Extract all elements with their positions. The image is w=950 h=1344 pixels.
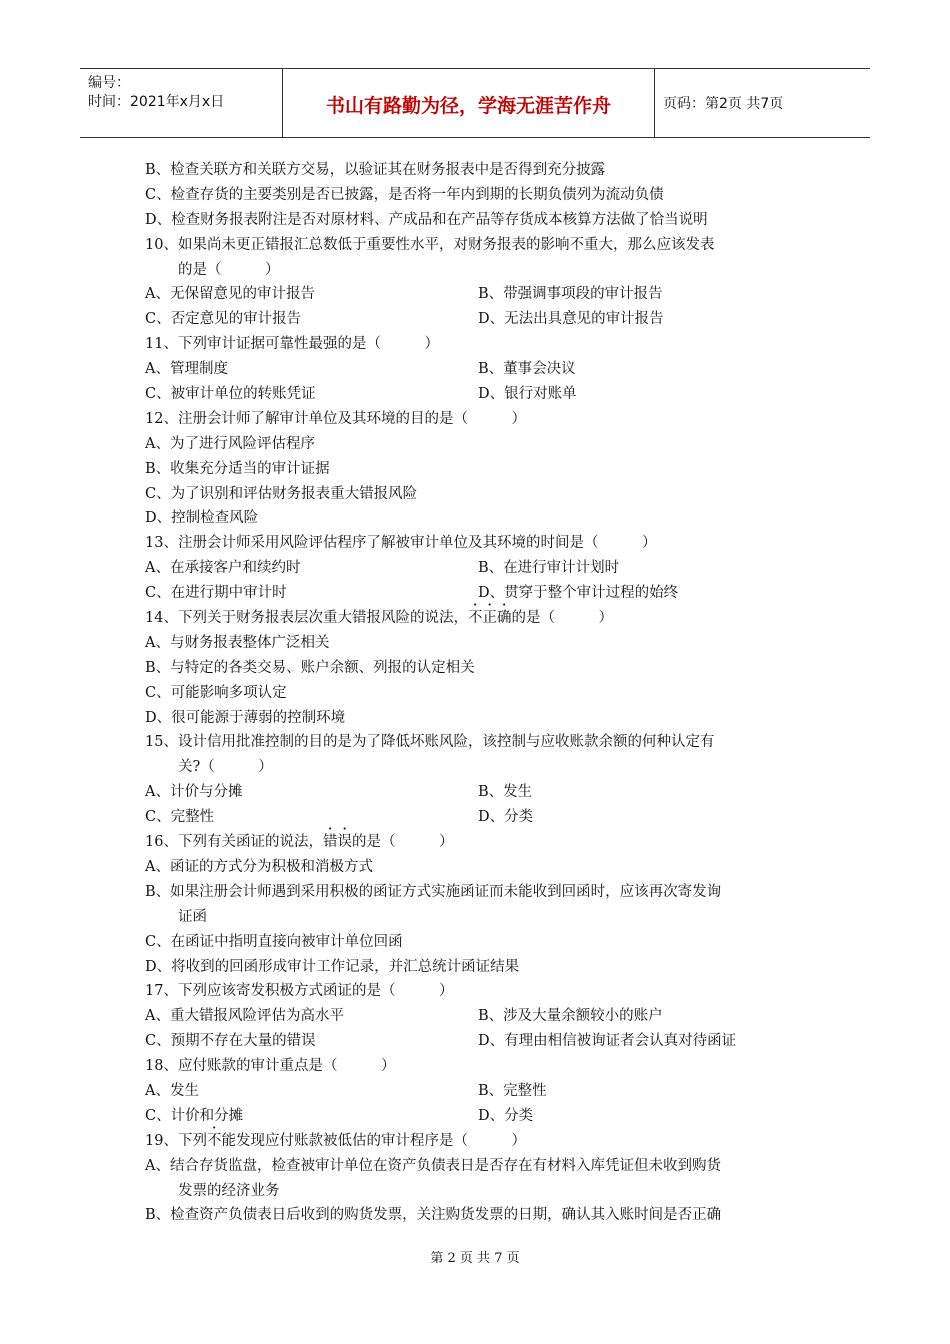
document-number-label: 编号： (88, 75, 130, 91)
emphasis-char: 误 (337, 834, 352, 851)
question-10-cont: 的是（ ） (178, 261, 280, 278)
option-b: B、与特定的各类交易、账户余额、列报的认定相关 (145, 659, 475, 676)
option-c: C、被审计单位的转账凭证 (145, 386, 316, 403)
option-d: D、将收到的回函形成审计工作记录，并汇总统计函证结果 (145, 958, 520, 975)
option-a: A、与财务报表整体广泛相关 (145, 634, 330, 651)
header-page-number: 页码：第2页 共7页 (663, 96, 784, 112)
question-text: 14、下列关于财务报表层次重大错报风险的说法， (145, 610, 468, 627)
question-16 (145, 830, 813, 855)
option-a: A、计价与分摊 (145, 784, 243, 801)
option-row (145, 1029, 813, 1054)
question-10: 10、如果尚未更正错报汇总数低于重要性水平，对财务报表的影响不重大，那么应该发表 (145, 236, 715, 253)
question-text: 16、下列有关函证的说法， (145, 834, 323, 851)
option-a: A、重大错报风险评估为高水平 (145, 1008, 344, 1025)
question-text: 的是（ ） (511, 610, 613, 627)
option-b: B、收集充分适当的审计证据 (145, 460, 330, 477)
question-17: 17、下列应该寄发积极方式函证的是（ ） (145, 983, 454, 1000)
option-row (145, 805, 813, 830)
option-row (145, 1004, 813, 1029)
option-d: D、控制检查风险 (145, 510, 259, 527)
option-d: D、很可能源于薄弱的控制环境 (145, 709, 346, 726)
option-row (145, 357, 813, 382)
option-a: A、在承接客户和续约时 (145, 560, 301, 577)
emphasis-char: 错 (322, 834, 338, 851)
option-row (145, 1104, 813, 1129)
question-text: 能发现应付账款被低估的审计程序是（ ） (221, 1132, 526, 1149)
question-19 (145, 1129, 813, 1154)
page-header (80, 68, 870, 138)
option-b: B、涉及大量余额较小的账户 (478, 1008, 663, 1025)
question-body (145, 158, 813, 1228)
question-text: 19、下列 (145, 1132, 207, 1149)
option-row (145, 282, 813, 307)
option-a: A、管理制度 (145, 361, 228, 378)
option-line: D、检查财务报表附注是否对原材料、产成品和在产品等存货成本核算方法做了恰当说明 (145, 211, 708, 228)
option-a: A、为了进行风险评估程序 (145, 435, 315, 452)
option-c: C、为了识别和评估财务报表重大错报风险 (145, 485, 418, 502)
option-d: D、分类 (478, 1107, 534, 1124)
option-a: A、发生 (145, 1082, 199, 1099)
header-page-cell (655, 69, 870, 137)
option-d: D、银行对账单 (478, 386, 577, 403)
header-motto-cell (283, 69, 655, 137)
option-d: D、有理由相信被询证者会认真对待函证 (478, 1033, 737, 1050)
option-c: C、在进行期中审计时 (145, 585, 287, 602)
option-line: C、检查存货的主要类别是否已披露，是否将一年内到期的长期负债列为流动负债 (145, 186, 664, 203)
option-row (145, 556, 813, 581)
question-13: 13、注册会计师采用风险评估程序了解被审计单位及其环境的时间是（ ） (145, 535, 657, 552)
option-d: D、无法出具意见的审计报告 (478, 311, 664, 328)
document-time-label: 时间：2021年x月x日 (88, 94, 225, 110)
option-b-cont: 证函 (178, 908, 207, 925)
option-b: B、在进行审计计划时 (478, 560, 620, 577)
page-footer: 第 2 页 共 7 页 (430, 1251, 520, 1266)
option-row (145, 307, 813, 332)
option-d: D、贯穿于整个审计过程的始终 (478, 585, 679, 602)
option-c: C、可能影响多项认定 (145, 684, 287, 701)
option-b: B、检查资产负债表日后收到的购货发票，关注购货发票的日期，确认其入账时间是否正确 (145, 1207, 722, 1224)
option-b: B、董事会决议 (478, 361, 576, 378)
option-b: B、带强调事项段的审计报告 (478, 286, 663, 303)
option-c: C、否定意见的审计报告 (145, 311, 302, 328)
option-row (145, 581, 813, 606)
emphasis-char: 不 (467, 610, 483, 627)
option-c: C、完整性 (145, 809, 215, 826)
option-a: A、结合存货监盘，检查被审计单位在资产负债表日是否存在有材料入库凭证但未收到购货 (145, 1157, 721, 1174)
option-b: B、完整性 (478, 1082, 547, 1099)
question-12: 12、注册会计师了解审计单位及其环境的目的是（ ） (145, 410, 526, 427)
option-a: A、无保留意见的审计报告 (145, 286, 315, 303)
option-row (145, 780, 813, 805)
question-15: 15、设计信用批准控制的目的是为了降低坏账风险，该控制与应收账款余额的何种认定有 (145, 734, 715, 751)
option-c: C、预期不存在大量的错误 (145, 1033, 316, 1050)
option-row (145, 1079, 813, 1104)
emphasis-char: 确 (496, 610, 512, 627)
question-14 (145, 606, 813, 631)
question-15-cont: 关?（ ） (178, 759, 273, 776)
option-b: B、发生 (478, 784, 533, 801)
option-line: B、检查关联方和关联方交易，以验证其在财务报表中是否得到充分披露 (145, 162, 606, 178)
option-row (145, 382, 813, 407)
option-d: D、分类 (478, 809, 534, 826)
header-motto: 书山有路勤为径，学海无涯苦作舟 (325, 95, 611, 117)
emphasis-char: 不 (206, 1132, 222, 1149)
question-18: 18、应付账款的审计重点是（ ） (145, 1058, 396, 1075)
header-meta-cell (80, 69, 283, 137)
option-c: C、在函证中指明直接向被审计单位回函 (145, 933, 403, 950)
question-text: 的是（ ） (351, 834, 454, 851)
emphasis-char: 正 (482, 610, 497, 627)
question-11: 11、下列审计证据可靠性最强的是（ ） (145, 336, 439, 353)
option-c: C、计价和分摊 (145, 1107, 244, 1124)
option-a-cont: 发票的经济业务 (178, 1182, 280, 1199)
option-b: B、如果注册会计师遇到采用积极的函证方式实施函证而未能收到回函时，应该再次寄发询 (145, 883, 722, 900)
option-a: A、函证的方式分为积极和消极方式 (145, 858, 373, 875)
